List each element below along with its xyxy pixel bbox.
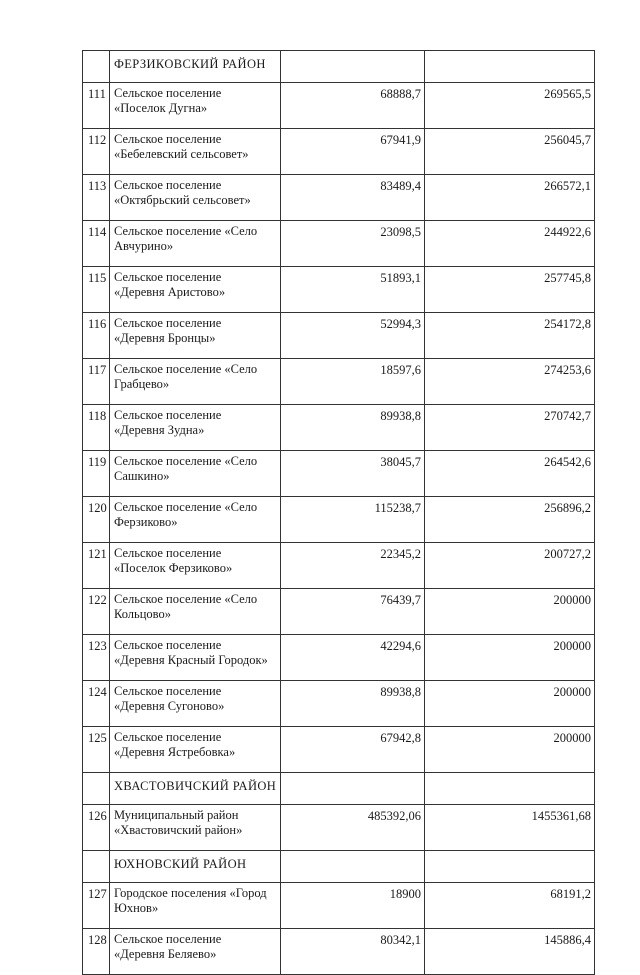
budget-table-body — [83, 51, 595, 975]
table-row — [83, 175, 595, 221]
district-number-cell — [83, 51, 110, 83]
municipality-name-line1: Сельское поселение — [114, 86, 222, 100]
municipality-name-line1: Сельское поселение — [114, 730, 222, 744]
row-number: 128 — [83, 929, 110, 975]
municipality-name-line2: «Деревня Аристово» — [114, 285, 226, 299]
amount-column-2: 244922,6 — [425, 221, 595, 267]
municipality-name-line1: Муниципальный район — [114, 808, 239, 822]
row-number: 125 — [83, 727, 110, 773]
district-value1-cell — [281, 851, 425, 883]
amount-column-2: 145886,4 — [425, 929, 595, 975]
municipality-name-line1: Сельское поселение — [114, 684, 222, 698]
municipality-name-line1: Сельское поселение «Село — [114, 224, 258, 238]
amount-column-2: 266572,1 — [425, 175, 595, 221]
amount-column-1: 485392,06 — [281, 805, 425, 851]
table-row — [83, 221, 595, 267]
table-row — [83, 589, 595, 635]
table-row — [83, 805, 595, 851]
amount-column-2: 264542,6 — [425, 451, 595, 497]
municipality-name-line2: «Хвастовичский район» — [114, 823, 243, 837]
municipality-name-line2: Сашкино» — [114, 469, 170, 483]
municipality-name-cell — [110, 221, 281, 267]
row-number: 121 — [83, 543, 110, 589]
municipality-name-line2: Кольцово» — [114, 607, 171, 621]
municipality-name-line1: Сельское поселение «Село — [114, 362, 258, 376]
amount-column-2: 256045,7 — [425, 129, 595, 175]
municipality-name-line2: «Деревня Сугоново» — [114, 699, 225, 713]
table-row — [83, 681, 595, 727]
row-number: 117 — [83, 359, 110, 405]
municipality-name-cell — [110, 497, 281, 543]
amount-column-2: 257745,8 — [425, 267, 595, 313]
amount-column-1: 23098,5 — [281, 221, 425, 267]
row-number: 112 — [83, 129, 110, 175]
amount-column-1: 80342,1 — [281, 929, 425, 975]
municipality-name-cell — [110, 267, 281, 313]
amount-column-2: 68191,2 — [425, 883, 595, 929]
municipality-name-line2: Ферзиково» — [114, 515, 178, 529]
municipality-name-line1: Сельское поселение — [114, 546, 222, 560]
table-row — [83, 451, 595, 497]
municipality-name-cell — [110, 681, 281, 727]
district-value2-cell — [425, 773, 595, 805]
amount-column-2: 274253,6 — [425, 359, 595, 405]
amount-column-2: 200000 — [425, 681, 595, 727]
amount-column-1: 22345,2 — [281, 543, 425, 589]
municipality-name-cell — [110, 727, 281, 773]
municipality-name-line1: Сельское поселение — [114, 132, 222, 146]
municipality-name-line1: Городское поселения «Город — [114, 886, 267, 900]
amount-column-1: 89938,8 — [281, 681, 425, 727]
amount-column-1: 67942,8 — [281, 727, 425, 773]
district-value1-cell — [281, 773, 425, 805]
municipality-name-cell — [110, 543, 281, 589]
amount-column-1: 42294,6 — [281, 635, 425, 681]
amount-column-1: 89938,8 — [281, 405, 425, 451]
district-name: ХВАСТОВИЧСКИЙ РАЙОН — [110, 773, 281, 805]
table-row — [83, 727, 595, 773]
municipality-name-cell — [110, 405, 281, 451]
amount-column-2: 254172,8 — [425, 313, 595, 359]
district-name: ЮХНОВСКИЙ РАЙОН — [110, 851, 281, 883]
amount-column-1: 76439,7 — [281, 589, 425, 635]
municipality-name-line2: Авчурино» — [114, 239, 174, 253]
amount-column-2: 1455361,68 — [425, 805, 595, 851]
amount-column-1: 51893,1 — [281, 267, 425, 313]
row-number: 122 — [83, 589, 110, 635]
municipality-name-line1: Сельское поселение — [114, 270, 222, 284]
amount-column-2: 200000 — [425, 727, 595, 773]
table-row — [83, 635, 595, 681]
district-header-row — [83, 851, 595, 883]
municipality-name-line2: «Поселок Ферзиково» — [114, 561, 233, 575]
row-number: 115 — [83, 267, 110, 313]
municipality-name-line2: Юхнов» — [114, 901, 159, 915]
row-number: 113 — [83, 175, 110, 221]
municipality-name-cell — [110, 929, 281, 975]
row-number: 114 — [83, 221, 110, 267]
district-name: ФЕРЗИКОВСКИЙ РАЙОН — [110, 51, 281, 83]
municipality-name-cell — [110, 883, 281, 929]
amount-column-2: 200000 — [425, 589, 595, 635]
amount-column-1: 68888,7 — [281, 83, 425, 129]
row-number: 119 — [83, 451, 110, 497]
municipality-name-line1: Сельское поселение — [114, 316, 222, 330]
amount-column-2: 200727,2 — [425, 543, 595, 589]
district-number-cell — [83, 851, 110, 883]
table-row — [83, 267, 595, 313]
district-value2-cell — [425, 51, 595, 83]
table-row — [83, 883, 595, 929]
district-header-row — [83, 773, 595, 805]
table-row — [83, 83, 595, 129]
district-value2-cell — [425, 851, 595, 883]
amount-column-2: 270742,7 — [425, 405, 595, 451]
row-number: 124 — [83, 681, 110, 727]
municipality-name-cell — [110, 805, 281, 851]
table-row — [83, 129, 595, 175]
municipality-name-line2: «Деревня Бронцы» — [114, 331, 216, 345]
municipality-name-cell — [110, 83, 281, 129]
municipality-name-line2: «Деревня Зудна» — [114, 423, 205, 437]
municipality-name-line1: Сельское поселение — [114, 178, 222, 192]
row-number: 118 — [83, 405, 110, 451]
amount-column-2: 200000 — [425, 635, 595, 681]
row-number: 111 — [83, 83, 110, 129]
municipality-name-line2: «Деревня Красный Городок» — [114, 653, 268, 667]
municipality-name-line2: «Деревня Ястребовка» — [114, 745, 236, 759]
municipality-name-cell — [110, 359, 281, 405]
row-number: 123 — [83, 635, 110, 681]
budget-table — [82, 50, 595, 975]
district-value1-cell — [281, 51, 425, 83]
row-number: 120 — [83, 497, 110, 543]
municipality-name-line2: «Октябрьский сельсовет» — [114, 193, 251, 207]
district-header-row — [83, 51, 595, 83]
municipality-name-line2: «Деревня Беляево» — [114, 947, 217, 961]
table-row — [83, 359, 595, 405]
municipality-name-cell — [110, 589, 281, 635]
district-number-cell — [83, 773, 110, 805]
row-number: 116 — [83, 313, 110, 359]
municipality-name-line2: «Бебелевский сельсовет» — [114, 147, 249, 161]
amount-column-1: 67941,9 — [281, 129, 425, 175]
table-row — [83, 405, 595, 451]
table-row — [83, 929, 595, 975]
row-number: 127 — [83, 883, 110, 929]
municipality-name-cell — [110, 313, 281, 359]
municipality-name-line1: Сельское поселение «Село — [114, 592, 258, 606]
municipality-name-line1: Сельское поселение «Село — [114, 454, 258, 468]
table-row — [83, 543, 595, 589]
municipality-name-line1: Сельское поселение — [114, 638, 222, 652]
municipality-name-cell — [110, 175, 281, 221]
row-number: 126 — [83, 805, 110, 851]
municipality-name-line1: Сельское поселение — [114, 408, 222, 422]
amount-column-1: 18900 — [281, 883, 425, 929]
municipality-name-line1: Сельское поселение — [114, 932, 222, 946]
amount-column-1: 52994,3 — [281, 313, 425, 359]
amount-column-2: 256896,2 — [425, 497, 595, 543]
municipality-name-line1: Сельское поселение «Село — [114, 500, 258, 514]
municipality-name-cell — [110, 451, 281, 497]
municipality-name-line2: «Поселок Дугна» — [114, 101, 208, 115]
table-row — [83, 497, 595, 543]
amount-column-2: 269565,5 — [425, 83, 595, 129]
amount-column-1: 18597,6 — [281, 359, 425, 405]
municipality-name-cell — [110, 129, 281, 175]
amount-column-1: 115238,7 — [281, 497, 425, 543]
amount-column-1: 83489,4 — [281, 175, 425, 221]
municipality-name-line2: Грабцево» — [114, 377, 170, 391]
table-row — [83, 313, 595, 359]
municipality-name-cell — [110, 635, 281, 681]
amount-column-1: 38045,7 — [281, 451, 425, 497]
